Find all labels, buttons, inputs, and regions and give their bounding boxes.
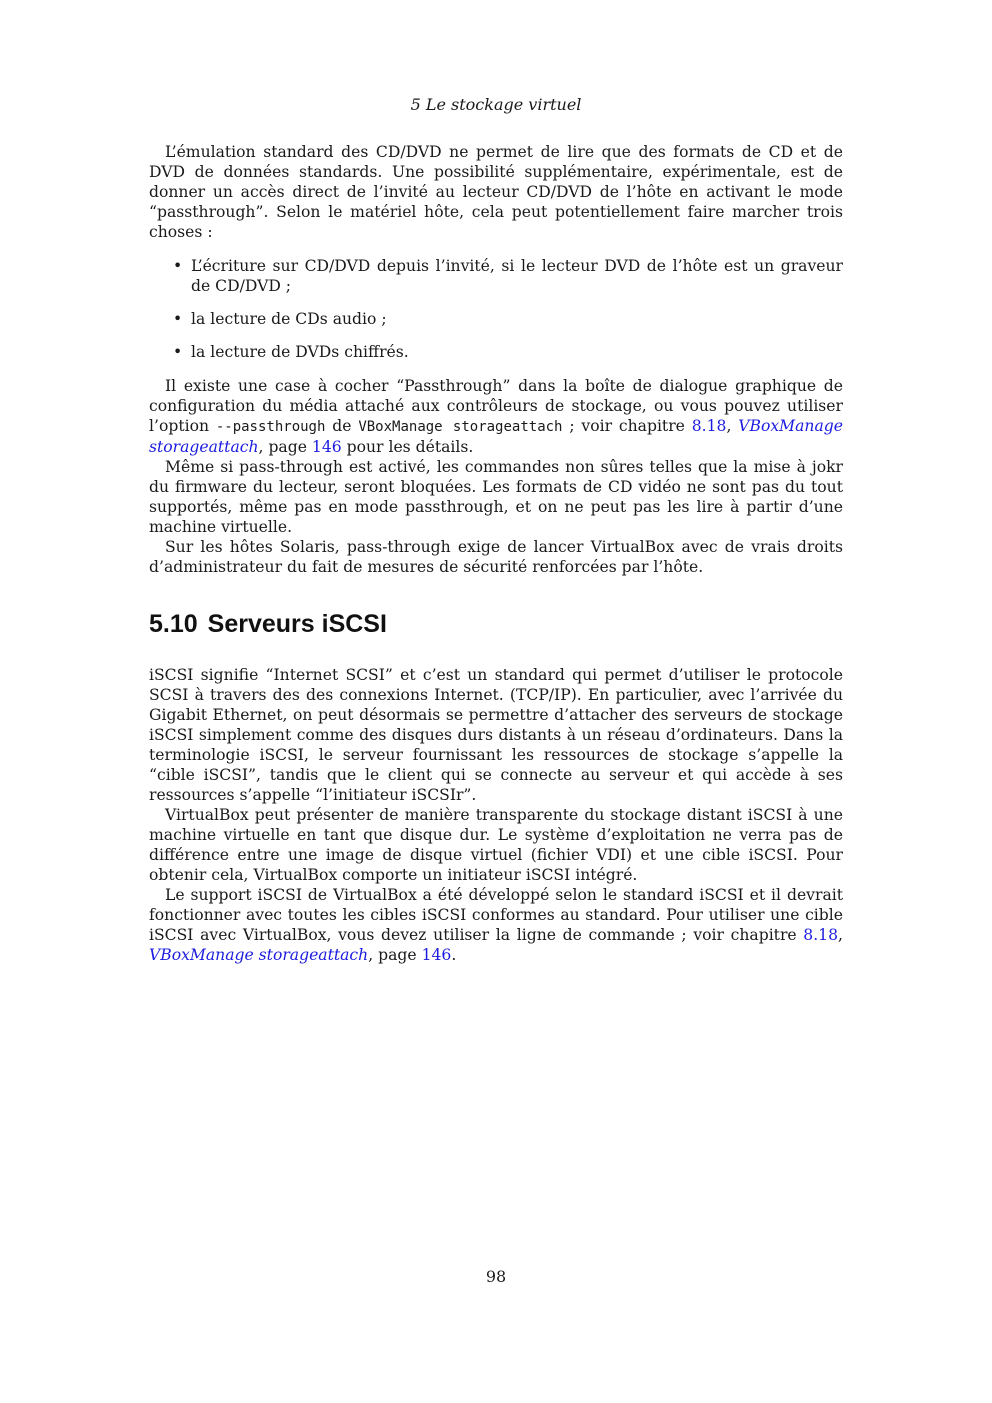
text-run: de	[325, 417, 359, 435]
code-vboxmanage-storageattach: VBoxManage storageattach	[358, 419, 563, 435]
text-run: , page	[258, 438, 312, 456]
list-item	[149, 309, 843, 329]
paragraph-passthrough-limits: Même si pass-through est activé, les commandes non sûres telles que la mise à jokr du firmware du lecteur, seront bloquées. Les formats de CD vidéo ne sont pas du tout supportés, même pas en mode passthrough, et on ne peut pas les lire à partir d’une machine virtuelle.	[149, 458, 843, 536]
section-heading	[149, 609, 843, 639]
text-run: pour les détails.	[341, 438, 474, 456]
paragraph-cd-dvd-emulation: L’émulation standard des CD/DVD ne permet de lire que des formats de CD et de DVD de données standards. Une possibilité supplémentaire, expérimentale, est de donner un accès direct de l’invité au lecteur CD/DVD de l’hôte en activant le mode “passthrough”. Selon le matériel hôte, cela peut potentiellement faire marcher trois choses :	[149, 143, 843, 241]
section-title: Serveurs iSCSI	[207, 610, 387, 638]
text-run: ; voir chapitre	[562, 417, 692, 435]
page-number: 98	[485, 1267, 507, 1286]
paragraph-passthrough-option	[149, 376, 843, 457]
list-item	[149, 342, 843, 362]
bullet-icon: •	[173, 343, 183, 361]
bullet-list	[149, 256, 843, 362]
bullet-icon: •	[173, 257, 183, 275]
link-chapter-8-18[interactable]: 8.18	[803, 926, 839, 944]
list-item-text: la lecture de CDs audio ;	[191, 310, 387, 328]
text-run: ,	[726, 417, 739, 435]
list-item-text: L’écriture sur CD/DVD depuis l’invité, si le lecteur DVD de l’hôte est un graveur de CD/DVD ;	[191, 257, 843, 295]
page-content	[149, 142, 843, 965]
text-run: Le support iSCSI de VirtualBox a été développé selon le standard iSCSI et il devrait fonctionner avec toutes les cibles iSCSI conformes au standard. Pour utiliser une cible iSCSI avec VirtualBox, vous devez utiliser la ligne de commande ; voir chapitre	[149, 886, 843, 944]
text-run: ,	[838, 926, 843, 944]
paragraph-iscsi-support	[149, 885, 843, 965]
text-run: , page	[368, 946, 422, 964]
list-item-text: la lecture de DVDs chiffrés.	[191, 343, 409, 361]
link-chapter-8-18[interactable]: 8.18	[691, 417, 727, 435]
code-passthrough: --passthrough	[215, 419, 326, 435]
paragraph-iscsi-definition: iSCSI signifie “Internet SCSI” et c’est un standard qui permet d’utiliser le protocole SCSI à travers des des connexions Internet. (TCP/IP). En particulier, avec l’arrivée du Gigabit Ethernet, on peut désormais se permettre d’attacher des serveurs de stockage iSCSI simplement comme des disques durs distants à un réseau d’ordinateurs. Dans la terminologie iSCSI, le serveur fournissant les ressources de stockage s’appelle la “cible iSCSI”, tandis que le client qui se connecte au serveur et qui accède à ses ressources s’appelle “l’initiateur iSCSIr”.	[149, 666, 843, 804]
section-number: 5.10	[149, 610, 198, 638]
link-page-146[interactable]: 146	[311, 438, 342, 456]
link-vboxmanage-storageattach[interactable]: VBoxManage storageattach	[149, 946, 369, 964]
text-run: Il existe une case à cocher “Passthrough” dans la boîte de dialogue graphique de configuration du média attaché aux contrôleurs de stockage, ou vous pouvez utiliser l’option	[149, 377, 843, 435]
paragraph-iscsi-virtualbox: VirtualBox peut présenter de manière transparente du stockage distant iSCSI à une machine virtuelle en tant que disque dur. Le système d’exploitation ne verra pas de différence entre une image de disque virtuel (fichier VDI) et une cible iSCSI. Pour obtenir cela, VirtualBox comporte un initiateur iSCSI intégré.	[149, 806, 843, 884]
list-item	[149, 256, 843, 296]
paragraph-solaris-hosts: Sur les hôtes Solaris, pass-through exige de lancer VirtualBox avec de vrais droits d’administrateur du fait de mesures de sécurité renforcées par l’hôte.	[149, 538, 843, 576]
bullet-icon: •	[173, 310, 183, 328]
link-page-146[interactable]: 146	[421, 946, 452, 964]
link-vboxmanage-storageattach[interactable]: VBoxManage storageattach	[149, 417, 843, 456]
text-run: .	[451, 946, 457, 964]
running-header: 5 Le stockage virtuel	[410, 95, 582, 114]
